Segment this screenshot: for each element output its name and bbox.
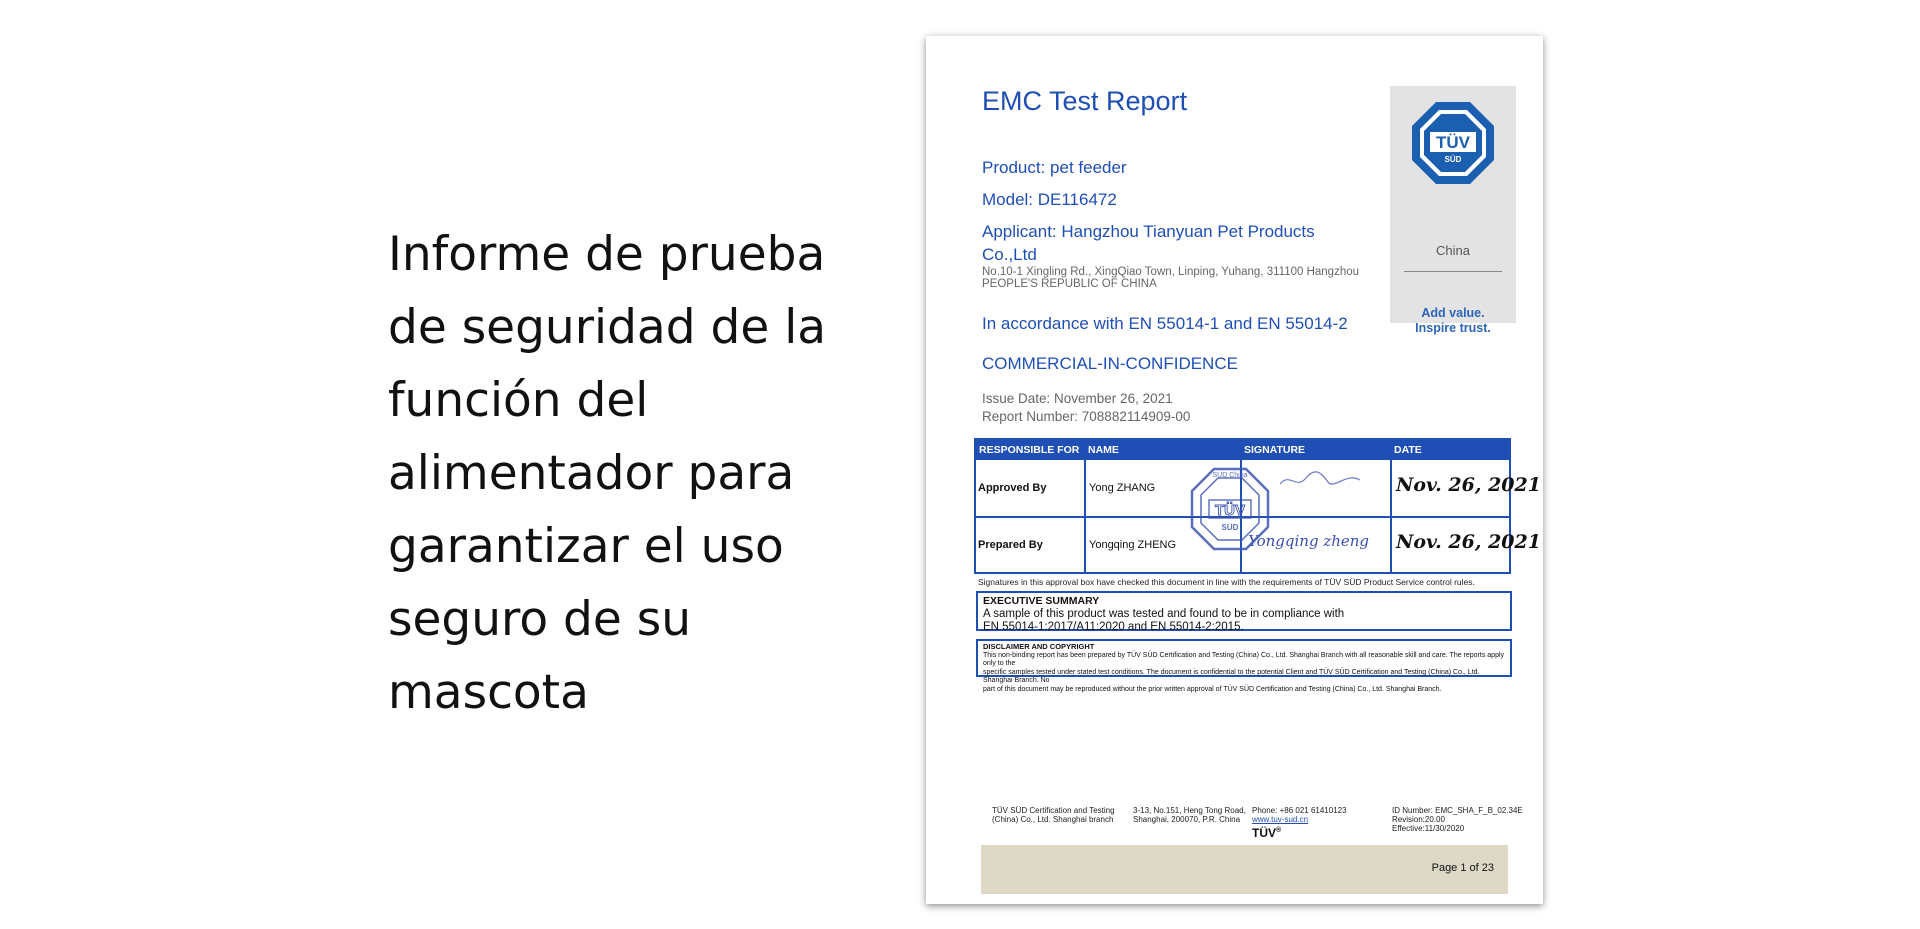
signature-scribble [1276, 468, 1366, 492]
header-name: NAME [1088, 444, 1119, 456]
footer-contact [1252, 806, 1347, 824]
footer-text: 3-13, No.151, Heng Tong Road, [1133, 806, 1246, 815]
header-date: DATE [1394, 444, 1422, 456]
handwritten-signature: Yongqing zheng [1248, 532, 1370, 550]
footer-brand: TÜV [1252, 826, 1276, 840]
executive-summary [976, 591, 1512, 631]
disclaimer-text: This non-binding report has been prepared by TÜV SÜD Certification and Testing (China) Co., Ltd. Shanghai Branch with all reasonable skill and care. The reports apply only to the [983, 651, 1505, 667]
row-date: Nov. 26, 2021 [1396, 531, 1541, 553]
applicant-address [982, 266, 1359, 290]
disclaimer-text: part of this document may be reproduced without the prior written approval of TÜV SÜD Certification and Testing (China) Co., Ltd. Shanghai Branch. [983, 685, 1442, 693]
executive-summary-text: EN 55014-1:2017/A11:2020 and EN 55014-2:2015. [983, 621, 1244, 633]
table-divider [1084, 440, 1086, 572]
footer-band [981, 845, 1508, 894]
row-role: Prepared By [978, 539, 1043, 551]
footer-company [992, 806, 1115, 824]
caption-line: seguro de su [388, 592, 691, 647]
footer-phone: Phone: +86 021 61410123 [1252, 806, 1347, 815]
svg-text:TÜV: TÜV [1215, 502, 1245, 519]
header-signature: SIGNATURE [1244, 444, 1306, 456]
disclaimer-text: specific samples tested under stated test conditions. The document is confidential to the potential Client and TÜV SÜD Certification and Testing (China) Co., Ltd. Shanghai Branch. No [983, 668, 1480, 684]
approval-note: Signatures in this approval box have checked this document in line with the requirements of TÜV SÜD Product Service control rules. [978, 577, 1475, 587]
slogan-line: Add value. [1421, 306, 1485, 320]
caption-line: de seguridad de la [388, 300, 827, 355]
executive-summary-heading: EXECUTIVE SUMMARY [983, 595, 1100, 607]
footer-text: (China) Co., Ltd. Shanghai branch [992, 815, 1114, 824]
product-line: Product: pet feeder [982, 158, 1127, 177]
svg-text:TÜV: TÜV [1436, 133, 1470, 152]
row-name: Yong ZHANG [1089, 482, 1156, 494]
caption-text [388, 218, 868, 729]
disclaimer [976, 639, 1512, 693]
row-date: Nov. 26, 2021 [1396, 474, 1541, 496]
footer-id [1392, 806, 1523, 833]
model-line: Model: DE116472 [982, 190, 1117, 209]
caption-line: garantizar el uso [388, 519, 784, 574]
address-line: No.10-1 Xingling Rd., XingQiao Town, Linping, Yuhang, 311100 Hangzhou [982, 266, 1360, 278]
logo-divider [1404, 271, 1502, 272]
issue-date: Issue Date: November 26, 2021 [982, 391, 1173, 406]
svg-text:SÜD China: SÜD China [1212, 472, 1248, 479]
tuv-stamp [1189, 466, 1271, 552]
footer-text: Shanghai, 200070, P.R. China [1133, 815, 1241, 824]
caption-line: Informe de prueba [388, 227, 826, 282]
header-responsible: RESPONSIBLE FOR [979, 444, 1080, 456]
footer-text: ID Number: EMC_SHA_F_B_02.34E [1392, 806, 1523, 815]
tuv-logo-panel [1390, 86, 1516, 335]
report-title: EMC Test Report [982, 86, 1188, 116]
footer-website-link[interactable]: www.tuv-sud.cn [1252, 815, 1309, 824]
logo-country: China [1436, 243, 1470, 258]
footer-text: Revision:20.00 [1392, 815, 1445, 824]
logo-slogan [1390, 306, 1516, 336]
executive-summary-text: A sample of this product was tested and found to be in compliance with [983, 608, 1345, 620]
report-number: Report Number: 708882114909-00 [982, 409, 1191, 424]
accordance-line: In accordance with EN 55014-1 and EN 55014-2 [982, 314, 1348, 333]
page-number: Page 1 of 23 [1431, 862, 1494, 874]
row-role: Approved By [978, 482, 1047, 494]
applicant-line: Applicant: Hangzhou Tianyuan Pet Products [982, 222, 1315, 241]
svg-text:SÜD: SÜD [1444, 155, 1462, 164]
slogan-line: Inspire trust. [1415, 321, 1491, 335]
address-line: PEOPLE'S REPUBLIC OF CHINA [982, 278, 1157, 290]
caption-line: alimentador para [388, 446, 795, 501]
row-name: Yongqing ZHENG [1089, 539, 1177, 551]
footer-tuv-logo: TÜV® [1252, 826, 1282, 840]
caption-line: mascota [388, 665, 589, 720]
approval-table-header [976, 440, 1509, 460]
report-document [926, 36, 1543, 904]
svg-text:SÜD: SÜD [1221, 523, 1239, 532]
table-divider [1390, 440, 1392, 572]
disclaimer-heading: DISCLAIMER AND COPYRIGHT [983, 642, 1095, 651]
footer-text: TÜV SÜD Certification and Testing [992, 806, 1115, 815]
confidentiality-line: COMMERCIAL-IN-CONFIDENCE [982, 354, 1238, 373]
footer-text: Effective:11/30/2020 [1392, 824, 1465, 833]
footer-address [1133, 806, 1246, 824]
applicant-line-2: Co.,Ltd [982, 245, 1037, 264]
tuv-octagon-logo [1410, 100, 1496, 186]
caption-line: función del [388, 373, 649, 428]
